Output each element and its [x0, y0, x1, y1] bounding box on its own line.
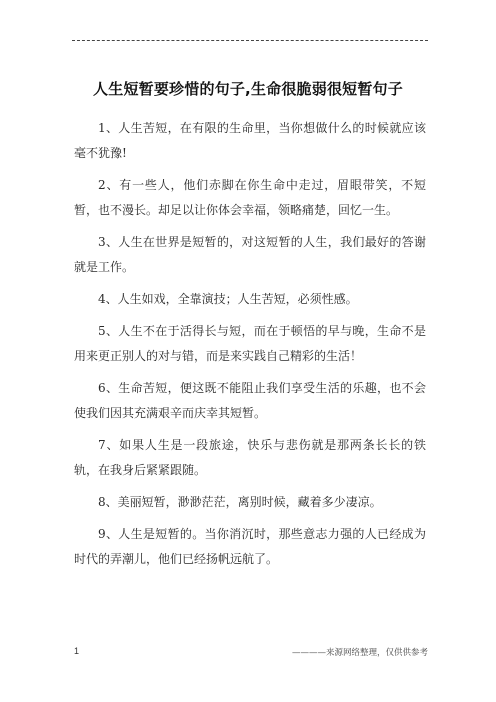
page-number: 1	[74, 646, 80, 656]
paragraph-5: 5、人生不在于活得长与短，而在于顿悟的早与晚，生命不是用来更正别人的对与错，而是来实践自己精彩的生活！	[74, 324, 426, 363]
paragraph-8: 8、美丽短暂，渺渺茫茫，离别时候，藏着多少凄凉。	[98, 495, 382, 509]
paragraph-1: 1、人生苦短，在有限的生命里，当你想做什么的时候就应该毫不犹豫!	[74, 121, 426, 160]
footer-source-note: ————来源网络整理，仅供供参考	[291, 648, 428, 658]
document-body	[74, 116, 426, 579]
paragraph-9: 9、人生是短暂的。当你消沉时，那些意志力强的人已经成为时代的弄潮儿，他们已经扬帆远航了。	[74, 527, 426, 566]
document-title: 人生短暂要珍惜的句子,生命很脆弱很短暂句子	[93, 80, 403, 98]
paragraph-2: 2、有一些人，他们赤脚在你生命中走过，眉眼带笑，不短暂，也不漫长。却足以让你体会幸福，领略痛楚，回忆一生。	[74, 178, 426, 217]
paragraph-7: 7、如果人生是一段旅途，快乐与悲伤就是那两条长长的铁轨，在我身后紧紧跟随。	[74, 438, 426, 477]
paragraph-3: 3、人生在世界是短暂的，对这短暂的人生，我们最好的答谢就是工作。	[74, 235, 426, 274]
header-dashed-line	[72, 40, 428, 41]
paragraph-6: 6、生命苦短，便这既不能阻止我们享受生活的乐趣，也不会使我们因其充满艰辛而庆幸其短暂。	[74, 381, 426, 420]
paragraph-4: 4、人生如戏，全靠演技；人生苦短，必须性感。	[98, 292, 358, 306]
